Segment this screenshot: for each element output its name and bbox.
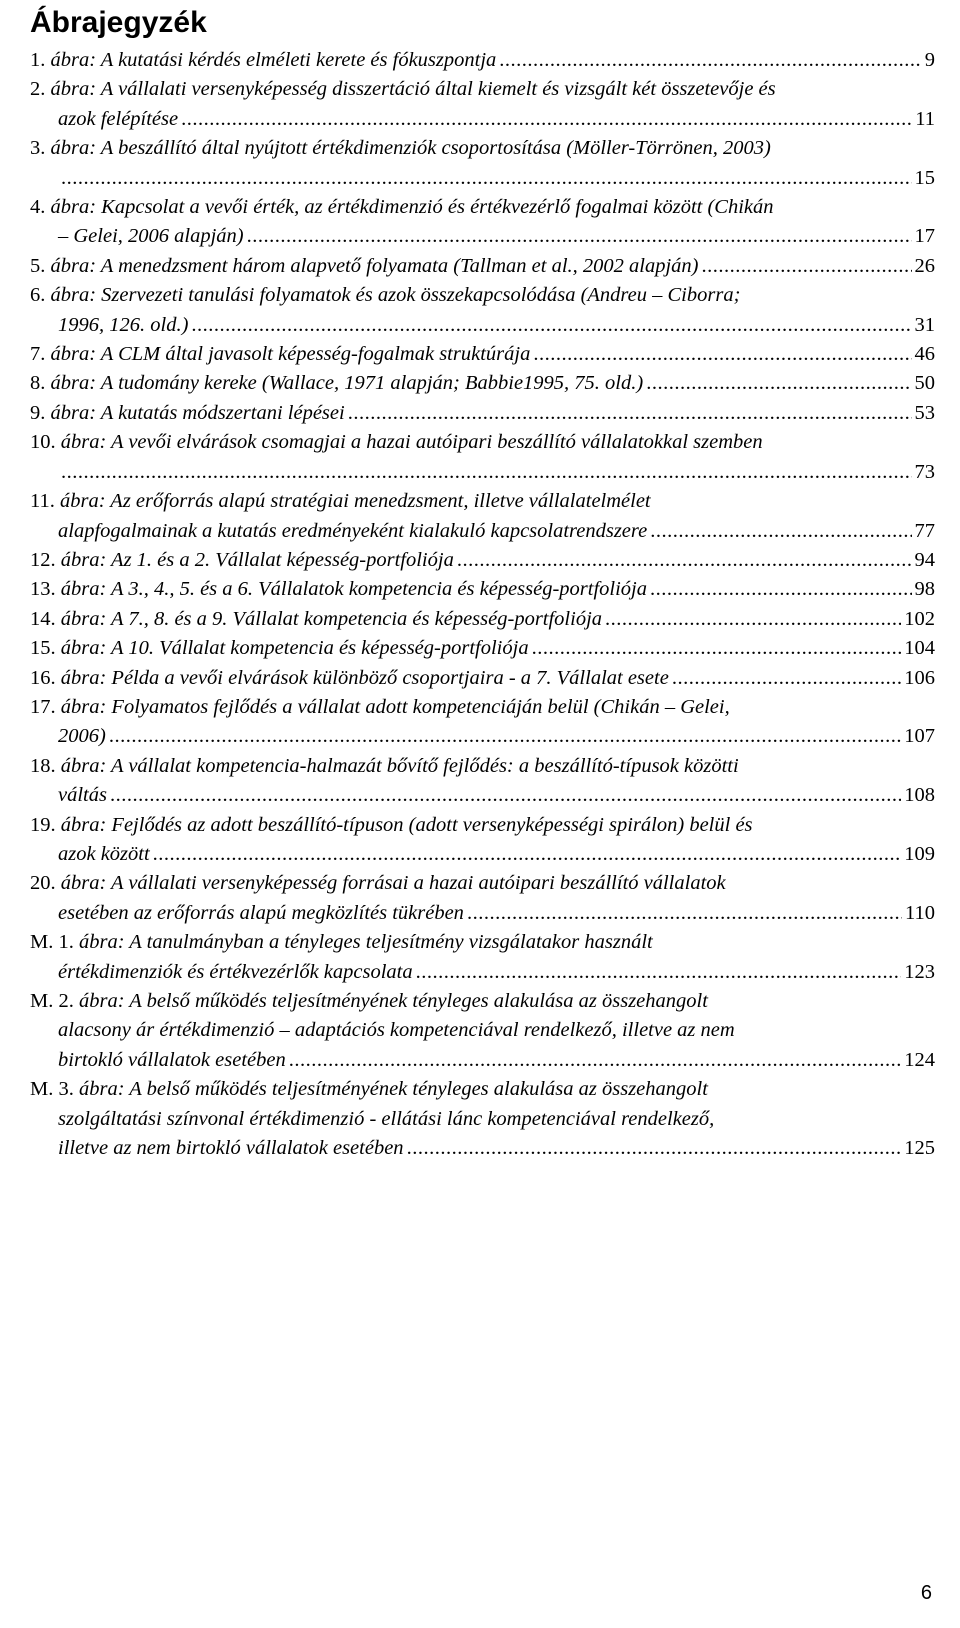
entry-page-number: 77 (914, 519, 935, 542)
entry-caption (30, 575, 647, 604)
figure-number: 7. (30, 343, 51, 366)
entry-page-number: 15 (914, 166, 935, 189)
figure-number: 3. (30, 137, 51, 160)
entry-page-number: 106 (904, 666, 935, 689)
entry-page-number: 46 (914, 343, 935, 366)
dot-leader (61, 164, 912, 193)
entry-line (30, 869, 935, 898)
entry-caption (30, 369, 643, 398)
caption-text: ábra: A vevői elvárások csomagjai a hazai autóipari beszállító vállalatokkal szemben (60, 431, 763, 454)
figure-number: 14. (30, 607, 61, 630)
dot-leader (407, 1134, 902, 1163)
dot-leader (499, 46, 921, 75)
entry-line (30, 517, 935, 546)
dot-leader (110, 781, 901, 810)
figure-entry[interactable] (30, 693, 935, 752)
caption-text: 1996, 126. old.) (58, 313, 189, 336)
entry-line (30, 781, 935, 810)
figure-entry[interactable] (30, 369, 935, 398)
caption-text: ábra: Folyamatos fejlődés a vállalat adott kompetenciáján belül (Chikán – Gelei, (60, 695, 730, 718)
entry-line (30, 193, 935, 222)
figure-entry[interactable] (30, 575, 935, 604)
entry-line (30, 399, 935, 428)
dot-leader (605, 605, 901, 634)
entry-line (30, 458, 935, 487)
dot-leader (646, 369, 911, 398)
entry-line (30, 134, 935, 163)
caption-text: 2006) (58, 725, 106, 748)
dot-leader (702, 252, 912, 281)
caption-text: ábra: A kutatás módszertani lépései (50, 401, 345, 424)
dot-leader (457, 546, 912, 575)
entry-line (30, 487, 935, 516)
entry-page-number: 124 (904, 1048, 935, 1071)
entry-caption (30, 252, 699, 281)
caption-text: ábra: A CLM által javasolt képesség-fogalmak struktúrája (50, 343, 531, 366)
caption-text: illetve az nem birtokló vállalatok esetében (58, 1137, 404, 1160)
caption-text: ábra: A beszállító által nyújtott értékdimenziók csoportosítása (Möller-Törrönen, 2003) (50, 137, 771, 160)
figure-number: 18. (30, 754, 61, 777)
dot-leader (289, 1046, 902, 1075)
caption-text: azok között (58, 842, 150, 865)
caption-text: azok felépítése (58, 107, 179, 130)
entry-page-number: 104 (904, 637, 935, 660)
dot-leader (61, 458, 912, 487)
figure-number: 2. (30, 78, 51, 101)
dot-leader (109, 722, 901, 751)
caption-text: esetében az erőforrás alapú megközlítés tükrében (58, 901, 464, 924)
caption-text: ábra: Az 1. és a 2. Vállalat képesség-portfoliója (60, 548, 454, 571)
entry-caption (30, 696, 730, 718)
figure-list (30, 46, 935, 1163)
entry-line (30, 634, 935, 663)
caption-text: ábra: Kapcsolat a vevői érték, az értékdimenzió és értékvezérlő fogalmai között (Chikán (50, 196, 774, 219)
figure-number: 5. (30, 254, 51, 277)
entry-line (30, 164, 935, 193)
entry-caption (58, 1108, 714, 1130)
figure-entry[interactable] (30, 134, 935, 193)
entry-caption (30, 78, 776, 100)
entry-caption (58, 105, 178, 134)
entry-page-number: 50 (914, 372, 935, 395)
entry-line (30, 987, 935, 1016)
entry-caption (30, 399, 345, 428)
figure-number: 20. (30, 872, 61, 895)
figure-number: 8. (30, 372, 51, 395)
entry-line (30, 1134, 935, 1163)
entry-caption (30, 490, 651, 512)
dot-leader (650, 517, 911, 546)
figure-number: 19. (30, 813, 61, 836)
entry-line (30, 575, 935, 604)
entry-caption (30, 605, 602, 634)
entry-caption (30, 431, 763, 453)
caption-text: ábra: A vállalat kompetencia-halmazát bővítő fejlődés: a beszállító-típusok közötti (60, 754, 739, 777)
caption-text: ábra: A vállalati versenyképesség forrásai a hazai autóipari beszállító vállalatok (60, 872, 726, 895)
entry-caption (58, 222, 244, 251)
entry-line (30, 252, 935, 281)
entry-caption (58, 1134, 404, 1163)
entry-page-number: 94 (914, 548, 935, 571)
dot-leader (153, 840, 902, 869)
figure-entry[interactable] (30, 193, 935, 252)
entry-caption (30, 990, 708, 1012)
entry-caption (30, 284, 740, 306)
entry-line (30, 428, 935, 457)
figure-number: 12. (30, 548, 61, 571)
entry-line (30, 281, 935, 310)
entry-page-number: 102 (904, 607, 935, 630)
entry-line (30, 1016, 935, 1045)
caption-text: szolgáltatási színvonal értékdimenzió - ellátási lánc kompetenciával rendelkező, (58, 1107, 715, 1130)
caption-text: ábra: A 7., 8. és a 9. Vállalat kompetencia és képesség-portfoliója (60, 607, 603, 630)
entry-caption (30, 931, 653, 953)
figure-number: 6. (30, 284, 51, 307)
entry-page-number: 53 (914, 401, 935, 424)
figure-number: 4. (30, 196, 51, 219)
entry-caption (30, 872, 726, 894)
figure-entry[interactable] (30, 46, 935, 75)
dot-leader (348, 399, 912, 428)
entry-page-number: 107 (904, 725, 935, 748)
entry-caption (58, 958, 413, 987)
caption-text: alapfogalmainak a kutatás eredményeként kialakuló kapcsolatrendszere (58, 519, 648, 542)
entry-line (30, 928, 935, 957)
entry-caption (30, 46, 496, 75)
figure-entry[interactable] (30, 752, 935, 811)
caption-text: ábra: Példa a vevői elvárások különböző csoportjaira - a 7. Vállalat esete (60, 666, 669, 689)
entry-caption (30, 634, 529, 663)
entry-line (30, 722, 935, 751)
dot-leader (416, 958, 902, 987)
entry-page-number: 108 (904, 784, 935, 807)
figure-number: 1. (30, 49, 51, 71)
figure-number: M. 1. (30, 931, 79, 954)
entry-line (30, 340, 935, 369)
caption-text: ábra: A 10. Vállalat kompetencia és képesség-portfoliója (60, 637, 529, 660)
dot-leader (650, 575, 912, 604)
caption-text: ábra: Az erőforrás alapú stratégiai menedzsment, illetve vállalatelmélet (60, 490, 651, 513)
entry-line (30, 693, 935, 722)
entry-page-number: 9 (924, 49, 935, 71)
entry-caption (30, 755, 739, 777)
entry-page-number: 125 (904, 1137, 935, 1160)
figure-entry[interactable] (30, 869, 935, 928)
dot-leader (532, 634, 902, 663)
caption-text: ábra: A vállalati versenyképesség disszertáció által kiemelt és vizsgált két összetevője és (50, 78, 776, 101)
caption-text: ábra: A belső működés teljesítményének tényleges alakulása az összehangolt (78, 1078, 708, 1101)
entry-line (30, 899, 935, 928)
figure-entry[interactable] (30, 75, 935, 134)
caption-text: ábra: A kutatási kérdés elméleti kerete és fókuszpontja (50, 49, 497, 71)
figure-number: M. 2. (30, 990, 79, 1012)
figure-number: 15. (30, 637, 61, 660)
entry-caption (58, 722, 106, 751)
dot-leader (467, 899, 902, 928)
entry-caption (30, 196, 774, 218)
entry-line (30, 840, 935, 869)
caption-text: – Gelei, 2006 alapján) (58, 225, 244, 248)
figure-entry[interactable] (30, 428, 935, 487)
entry-caption (30, 546, 454, 575)
entry-caption (58, 517, 647, 546)
caption-text: ábra: A belső működés teljesítményének tényleges alakulása az összehangolt (78, 990, 708, 1012)
figure-number: 11. (30, 490, 60, 513)
figure-number: 10. (30, 431, 61, 454)
entry-caption (58, 1046, 286, 1075)
figure-entry[interactable] (30, 281, 935, 340)
entry-line (30, 664, 935, 693)
figure-entry[interactable] (30, 546, 935, 575)
figure-entry[interactable] (30, 634, 935, 663)
caption-text: ábra: A 3., 4., 5. és a 6. Vállalatok kompetencia és képesség-portfoliója (60, 578, 647, 601)
page-title: Ábrajegyzék (30, 6, 207, 39)
figure-number: 16. (30, 666, 61, 689)
figure-number: 13. (30, 578, 61, 601)
figure-entry[interactable] (30, 928, 935, 987)
dot-leader (247, 222, 912, 251)
entry-caption (58, 899, 464, 928)
entry-line (30, 1075, 935, 1104)
entry-page-number: 31 (914, 313, 935, 336)
dot-leader (181, 105, 912, 134)
entry-line (30, 811, 935, 840)
entry-page-number: 109 (904, 842, 935, 865)
entry-line (30, 369, 935, 398)
dot-leader (191, 311, 911, 340)
page-number: 6 (920, 1582, 932, 1604)
figure-entry[interactable] (30, 252, 935, 281)
entry-line (30, 1046, 935, 1075)
figure-entry[interactable] (30, 811, 935, 870)
entry-caption (30, 664, 669, 693)
entry-caption (30, 1078, 708, 1100)
entry-line (30, 222, 935, 251)
entry-page-number: 123 (904, 960, 935, 983)
entry-line (30, 311, 935, 340)
figure-entry[interactable] (30, 1075, 935, 1163)
figure-entry[interactable] (30, 664, 935, 693)
caption-text: ábra: Fejlődés az adott beszállító-típuson (adott versenyképességi spirálon) belül és (60, 813, 753, 836)
entry-line (30, 958, 935, 987)
entry-page-number: 98 (914, 578, 935, 601)
entry-page-number: 73 (914, 460, 935, 483)
dot-leader (672, 664, 901, 693)
entry-caption (58, 781, 107, 810)
dot-leader (533, 340, 911, 369)
entry-page-number: 11 (915, 107, 935, 130)
entry-caption (58, 311, 188, 340)
caption-text: ábra: A menedzsment három alapvető folyamata (Tallman et al., 2002 alapján) (50, 254, 699, 277)
figure-entry[interactable] (30, 487, 935, 546)
caption-text: alacsony ár értékdimenzió – adaptációs kompetenciával rendelkező, illetve az nem (58, 1019, 735, 1042)
entry-caption (30, 814, 753, 836)
entry-caption (58, 840, 150, 869)
caption-text: birtokló vállalatok esetében (58, 1048, 286, 1071)
caption-text: ábra: A tanulmányban a tényleges teljesítmény vizsgálatakor használt (78, 931, 653, 954)
figure-entry[interactable] (30, 399, 935, 428)
figure-number: M. 3. (30, 1078, 79, 1101)
caption-text: ábra: A tudomány kereke (Wallace, 1971 alapján; Babbie1995, 75. old.) (50, 372, 644, 395)
entry-page-number: 26 (914, 254, 935, 277)
figure-number: 9. (30, 401, 51, 424)
figure-entry[interactable] (30, 605, 935, 634)
entry-line (30, 546, 935, 575)
figure-entry[interactable] (30, 987, 935, 1075)
entry-caption (58, 1019, 735, 1041)
entry-line (30, 75, 935, 104)
entry-caption (30, 137, 771, 159)
figure-number: 17. (30, 695, 61, 718)
caption-text: ábra: Szervezeti tanulási folyamatok és azok összekapcsolódása (Andreu – Ciborra; (50, 284, 741, 307)
entry-page-number: 110 (905, 901, 935, 924)
entry-page-number: 17 (914, 225, 935, 248)
entry-line (30, 105, 935, 134)
entry-line (30, 1105, 935, 1134)
entry-line (30, 605, 935, 634)
entry-caption (30, 340, 530, 369)
entry-line (30, 46, 935, 75)
entry-line (30, 752, 935, 781)
figure-entry[interactable] (30, 340, 935, 369)
caption-text: váltás (58, 784, 107, 807)
caption-text: értékdimenziók és értékvezérlők kapcsolata (58, 960, 413, 983)
